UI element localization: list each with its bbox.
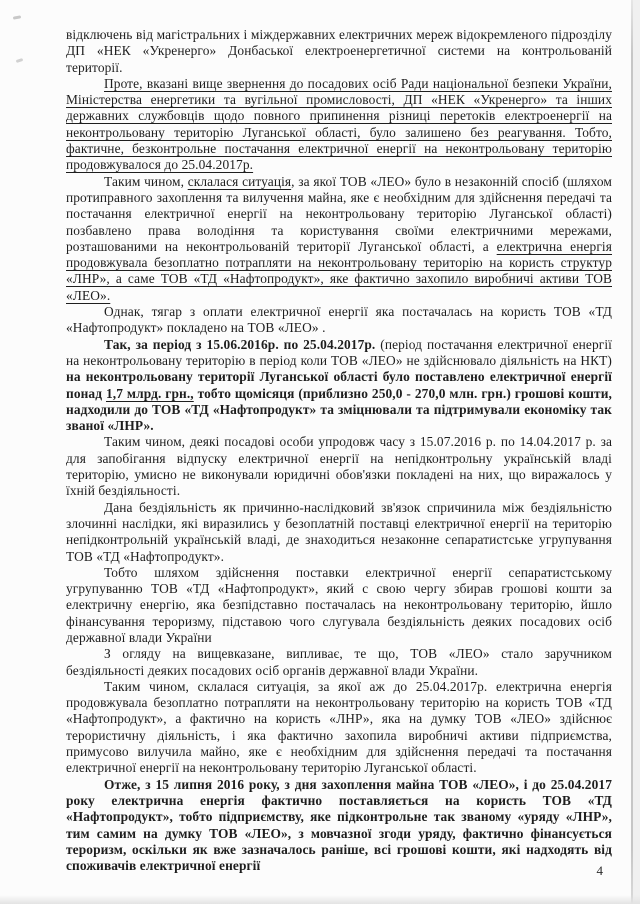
text-run: , за якої ТОВ «ЛЕО» було в незаконній спосіб (шляхом протиправного захоплення та вилучення майна, яке є необхідним для здійснення передачі та постачання електричної енергії на неконтрольовану територію Луганської області) позбавлено права володіння та користування своїми електричними мережами, розташованими на неконтрольованій території Луганської області, а xyxy=(66,173,612,254)
text-run: Тобто шляхом здійснення поставки електричної енергії сепаратистському угрупуванню ТОВ «ТД «Нафтопродукт», який с свою чергу збирав грошові кошти за електричну енергію, яка безпідставно постачалась на неконтрольовану територію, йшло фінансування тероризму, підставою чого слугувала бездіяльність деяких посадових осіб державної влади України xyxy=(66,564,612,645)
text-run: З огляду на вищевказане, випливає, те що, ТОВ «ЛЕО» стало заручником бездіяльності деяких посадових осіб органів державної влади України. xyxy=(66,646,612,678)
text-run-underlined: електрична енергія продовжувала безоплатно потрапляти на неконтрольовану територію на користь структур «ЛНР», а саме ТОВ «ТД «Нафтопродукт», яке фактично захопило виробничі активи ТОВ «ЛЕО». xyxy=(66,238,612,303)
text-run: Однак, тягар з оплати електричної енергії яка постачалась на користь ТОВ «ТД «Нафтопродукт» покладено на ТОВ «ЛЕО» . xyxy=(66,304,612,336)
text-run-underlined: склалася ситуація xyxy=(187,173,292,189)
paragraph-situation-seizure xyxy=(66,174,612,304)
text-run-underlined: Проте, вказані вище звернення до посадових осіб Ради національної безпеки України, Міністерства енергетики та вугільної промисловості, ДП «НЕК «Укренерго» та інших державних службовців щодо повного припинення різниці перетоків електроенергії на неконтрольовану територію Луганської області, було залишено без реагування. Тобто, фактичне, безконтрольне постачання електричної енергії на неконтрольовану територію продовжувалося до 25.04.2017р. xyxy=(66,75,612,173)
text-run: Таким чином, xyxy=(104,173,188,189)
text-run-bold: Так, за період з 15.06.2016р. по 25.04.2017р. xyxy=(104,336,381,352)
text-run: відключень від магістральних і міждержавних електричних мереж відокремленого підрозділу ДП «НЕК «Укренерго» Донбаської електроенергетичної системи на контрольованій території. xyxy=(66,27,612,75)
paragraph-continuation xyxy=(66,27,612,76)
text-run: Дана бездіяльність як причинно-наслідковий зв'язок спричинила між бездіяльністю злочинні наслідки, які виразились у безоплатній поставці електричної енергії на територію непідконтрольній українській владі, де знаходиться незаконне сепаратистське угрупування ТОВ «ТД «Нафтопродукт». xyxy=(66,499,612,564)
page-edge-strip xyxy=(633,0,640,904)
paragraph-payment-burden xyxy=(66,304,612,337)
paragraph-terrorism-financing xyxy=(66,565,612,646)
page-edge-shadow xyxy=(0,895,640,904)
text-run-bold: Отже, з 15 липня 2016 року, з дня захоплення майна ТОВ «ЛЕО», і до 25.04.2017 року електрична енергія фактично поставляється на користь ТОВ «ТД «Нафтопродукт», тобто підприємству, яке підконтрольне так званому «уряду «ЛНР», тим самим на думку ТОВ «ЛЕО», з мовчазної згоди уряду, фактично фінансується тероризм, оскільки як вже зазначалось раніше, всі грошові кошти, які надходять від споживачів електричної енергії xyxy=(66,776,612,874)
page-number: 4 xyxy=(596,863,603,878)
text-run: Таким чином, деякі посадові особи упродовж часу з 15.07.2016 р. по 14.04.2017 р. за для запобігання відпуску електричної енергії на непідконтрольну українській владі територію, умисно не виконували юридичні обов'язки покладені на них, що виражалось у їхній бездіяльності. xyxy=(66,434,612,499)
text-run-bold: тобто щомісяця (приблизно 250,0 - 270,0 млн. грн.) грошові кошти, надходили до ТОВ «ТД «Нафтопродукт» та зміцнювали та підтримували економіку так званої «ЛНР». xyxy=(66,385,612,434)
text-run: (період постачання електричної енергії на неконтрольовану територію в період коли ТОВ «ЛЕО» не здійснювало діяльність на НКТ) xyxy=(66,336,612,368)
scan-speck-icon xyxy=(16,58,24,63)
paragraph-supply-period-amounts xyxy=(66,337,612,435)
text-run-bold-underlined: 1,7 млрд. грн., xyxy=(105,385,194,401)
paragraph-causal-link xyxy=(66,500,612,565)
paragraph-situation-until-2017 xyxy=(66,679,612,777)
scan-speck-icon xyxy=(13,15,21,19)
paragraph-conclusion xyxy=(66,777,612,875)
document-body xyxy=(66,27,612,874)
text-run-bold: на неконтрольовану території Луганської області було поставлено електричної енергії понад xyxy=(66,369,612,401)
text-run: Таким чином, склалася ситуація, за якої аж до 25.04.2017р. електрична енергія продовжувала безоплатно потрапляти на неконтрольовану територію на користь ТОВ «ТД «Нафтопродукт», а фактично на користь «ЛНР», яка на думку ТОВ «ЛЕО» здійснює терористичну діяльність, і яка фактично захопила виробничі активи підприємства, примусово вилучила майно, яке є необхідним для здійснення передачі та постачання електричної енергії на неконтрольовану територію Луганської області. xyxy=(66,678,612,776)
paragraph-officials-inaction xyxy=(66,434,612,499)
paragraph-appeals-ignored xyxy=(66,76,612,174)
paragraph-leo-hostage xyxy=(66,646,612,679)
